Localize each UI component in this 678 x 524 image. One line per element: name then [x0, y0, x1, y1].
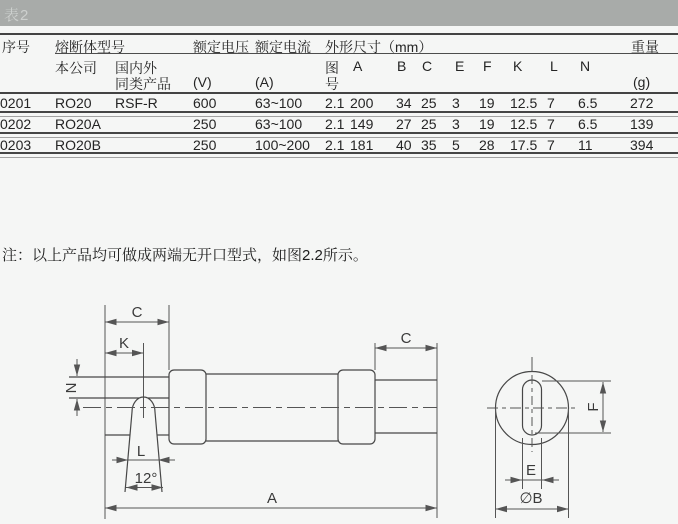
cell-dim-b: 27 [396, 116, 412, 132]
header-voltage-unit: (V) [193, 74, 212, 90]
cell-fig: 2.1 [325, 116, 345, 132]
cell-current: 63~100 [255, 116, 303, 132]
cell-company: RO20A [55, 116, 101, 132]
dim-label-c-left: C [131, 304, 143, 321]
dim-label-f: F [585, 402, 602, 412]
dim-label-n: N [63, 382, 80, 394]
header-dim-a: A [353, 58, 363, 74]
cell-similar: RSF-R [115, 95, 158, 111]
cell-company: RO20B [55, 137, 101, 153]
header-model: 熔断体型号 [55, 39, 125, 55]
cell-dim-f: 19 [479, 116, 495, 132]
header-dim-e: E [455, 58, 465, 74]
header-weight: 重量 [631, 39, 659, 55]
cell-dim-n: 11 [578, 137, 593, 153]
cell-weight: 394 [630, 137, 654, 153]
cell-dim-n: 6.5 [578, 95, 598, 111]
dim-label-l: L [136, 443, 146, 460]
cell-dim-e: 5 [452, 137, 460, 153]
cell-dim-b: 40 [396, 137, 412, 153]
note-text: 注：以上产品均可做成两端无开口型式，如图2.2所示。 [2, 247, 368, 264]
cell-dim-a: 149 [350, 116, 374, 132]
dim-label-e: E [525, 462, 537, 479]
header-dimensions: 外形尺寸（mm） [325, 39, 433, 55]
header-dim-n: N [580, 58, 591, 74]
table-banner [0, 0, 678, 26]
cell-dim-l: 7 [547, 95, 555, 111]
header-similar-1: 国内外 [115, 60, 157, 76]
dim-label-b: ∅B [519, 490, 543, 507]
header-weight-unit: (g) [633, 74, 651, 90]
cell-dim-c: 35 [421, 137, 437, 153]
slot-taper-left [125, 412, 132, 492]
cell-seq: 0201 [0, 95, 32, 111]
cell-seq: 0202 [0, 116, 32, 132]
cell-voltage: 600 [193, 95, 217, 111]
cell-current: 100~200 [255, 137, 310, 153]
cell-fig: 2.1 [325, 137, 345, 153]
cell-dim-a: 181 [350, 137, 374, 153]
cell-dim-e: 3 [452, 95, 460, 111]
cell-weight: 139 [630, 116, 654, 132]
dim-label-c-right: C [400, 330, 412, 347]
table-rule-header-bottom [0, 92, 678, 94]
cell-dim-c: 25 [421, 116, 437, 132]
cell-dim-k: 12.5 [510, 116, 538, 132]
cell-dim-e: 3 [452, 116, 460, 132]
header-current-unit: (A) [255, 74, 274, 90]
header-company: 本公司 [55, 60, 97, 76]
cell-dim-a: 200 [350, 95, 374, 111]
header-fig-2: 号 [325, 76, 339, 92]
header-seq: 序号 [2, 39, 30, 55]
cell-company: RO20 [55, 95, 92, 111]
cell-dim-f: 28 [479, 137, 495, 153]
cell-fig: 2.1 [325, 95, 345, 111]
cell-dim-k: 12.5 [510, 95, 538, 111]
header-current: 额定电流 [255, 39, 311, 55]
cell-dim-c: 25 [421, 95, 437, 111]
header-similar-2: 同类产品 [115, 76, 171, 92]
dim-label-k: K [118, 335, 130, 352]
header-fig-1: 图 [325, 60, 339, 76]
header-voltage: 额定电压 [193, 39, 249, 55]
cell-dim-l: 7 [547, 137, 555, 153]
header-dim-b: B [397, 58, 407, 74]
cell-current: 63~100 [255, 95, 303, 111]
cell-weight: 272 [630, 95, 654, 111]
cell-dim-b: 34 [396, 95, 412, 111]
table-rule-top [0, 33, 678, 35]
fuse-end-view [487, 357, 611, 518]
cell-dim-l: 7 [547, 116, 555, 132]
header-dim-l: L [550, 58, 558, 74]
cell-dim-f: 19 [479, 95, 495, 111]
cell-dim-k: 17.5 [510, 137, 538, 153]
dim-label-angle: 12° [134, 470, 158, 487]
dim-label-a: A [266, 490, 278, 507]
header-dim-c: C [422, 58, 433, 74]
cell-seq: 0203 [0, 137, 32, 153]
cell-dim-n: 6.5 [578, 116, 598, 132]
cell-voltage: 250 [193, 116, 217, 132]
header-dim-k: K [513, 58, 523, 74]
fuse-technical-drawing [0, 300, 678, 524]
side-view-dimensions [63, 304, 437, 508]
cell-voltage: 250 [193, 137, 217, 153]
table-banner-title: 表2 [4, 7, 30, 24]
header-dim-f: F [483, 58, 492, 74]
